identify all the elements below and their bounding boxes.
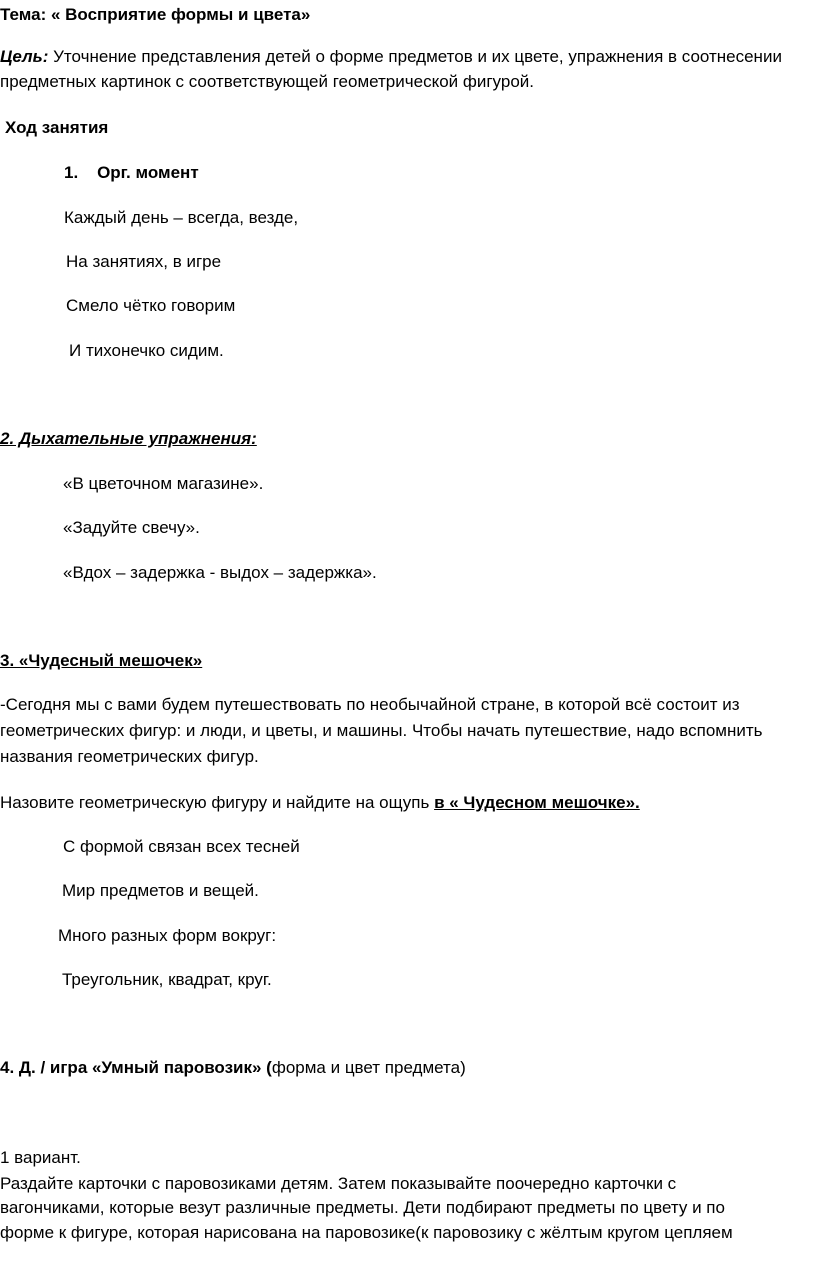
section3-poem-line: Треугольник, квадрат, круг. [62, 970, 272, 989]
goal-text-1: Уточнение представления детей о форме предметов и их цвете, упражнения в соотнесении [48, 47, 782, 66]
section3-instruction [0, 792, 640, 814]
section3-poem-line: Мир предметов и вещей. [62, 881, 259, 900]
section3-instruction-emphasis: в « Чудесном мешочке». [434, 793, 640, 812]
lesson-heading: Ход занятия [5, 118, 109, 137]
section2-item: «Задуйте свечу». [63, 518, 200, 537]
section3-poem-line: Много разных форм вокруг: [58, 926, 277, 945]
section4-paragraph-line: вагончиками, которые везут различные предметы. Дети подбирают предметы по цвету и по [0, 1198, 725, 1217]
section4-heading [0, 1057, 466, 1079]
goal-label: Цель: [0, 47, 49, 66]
section1-poem-line: Каждый день – всегда, везде, [64, 208, 299, 227]
goal-line-1 [0, 46, 782, 68]
section3-paragraph-line: названия геометрических фигур. [0, 747, 259, 766]
section1-poem-line: На занятиях, в игре [66, 252, 222, 271]
section3-heading: 3. «Чудесный мешочек» [0, 651, 203, 670]
section1-poem-line: И тихонечко сидим. [69, 341, 224, 360]
section1-heading: 1. Орг. момент [64, 163, 199, 182]
section1-poem-line: Смело чётко говорим [66, 296, 236, 315]
document-title: Тема: « Восприятие формы и цвета» [0, 5, 311, 24]
section4-paragraph-line: форме к фигуре, которая нарисована на паровозике(к паровозику с жёлтым кругом цепляем [0, 1223, 733, 1242]
section3-instruction-text: Назовите геометрическую фигуру и найдите на ощупь [0, 793, 435, 812]
goal-text-2: предметных картинок с соответствующей геометрической фигурой. [0, 72, 534, 91]
section2-item: «Вдох – задержка - выдох – задержка». [63, 563, 377, 582]
section4-heading-rest: форма и цвет предмета) [271, 1058, 466, 1077]
section3-poem-line: С формой связан всех тесней [63, 837, 300, 856]
section4-variant: 1 вариант. [0, 1148, 81, 1167]
section3-paragraph-line: -Сегодня мы с вами будем путешествовать по необычайной стране, в которой всё состоит из [0, 695, 740, 714]
section2-heading: 2. Дыхательные упражнения: [0, 429, 257, 448]
section4-paragraph-line: Раздайте карточки с паровозиками детям. Затем показывайте поочередно карточки с [0, 1174, 677, 1193]
section2-item: «В цветочном магазине». [63, 474, 264, 493]
section3-paragraph-line: геометрических фигур: и люди, и цветы, и машины. Чтобы начать путешествие, надо вспомнить [0, 721, 763, 740]
section4-heading-bold: 4. Д. / игра «Умный паровозик» ( [0, 1058, 272, 1077]
